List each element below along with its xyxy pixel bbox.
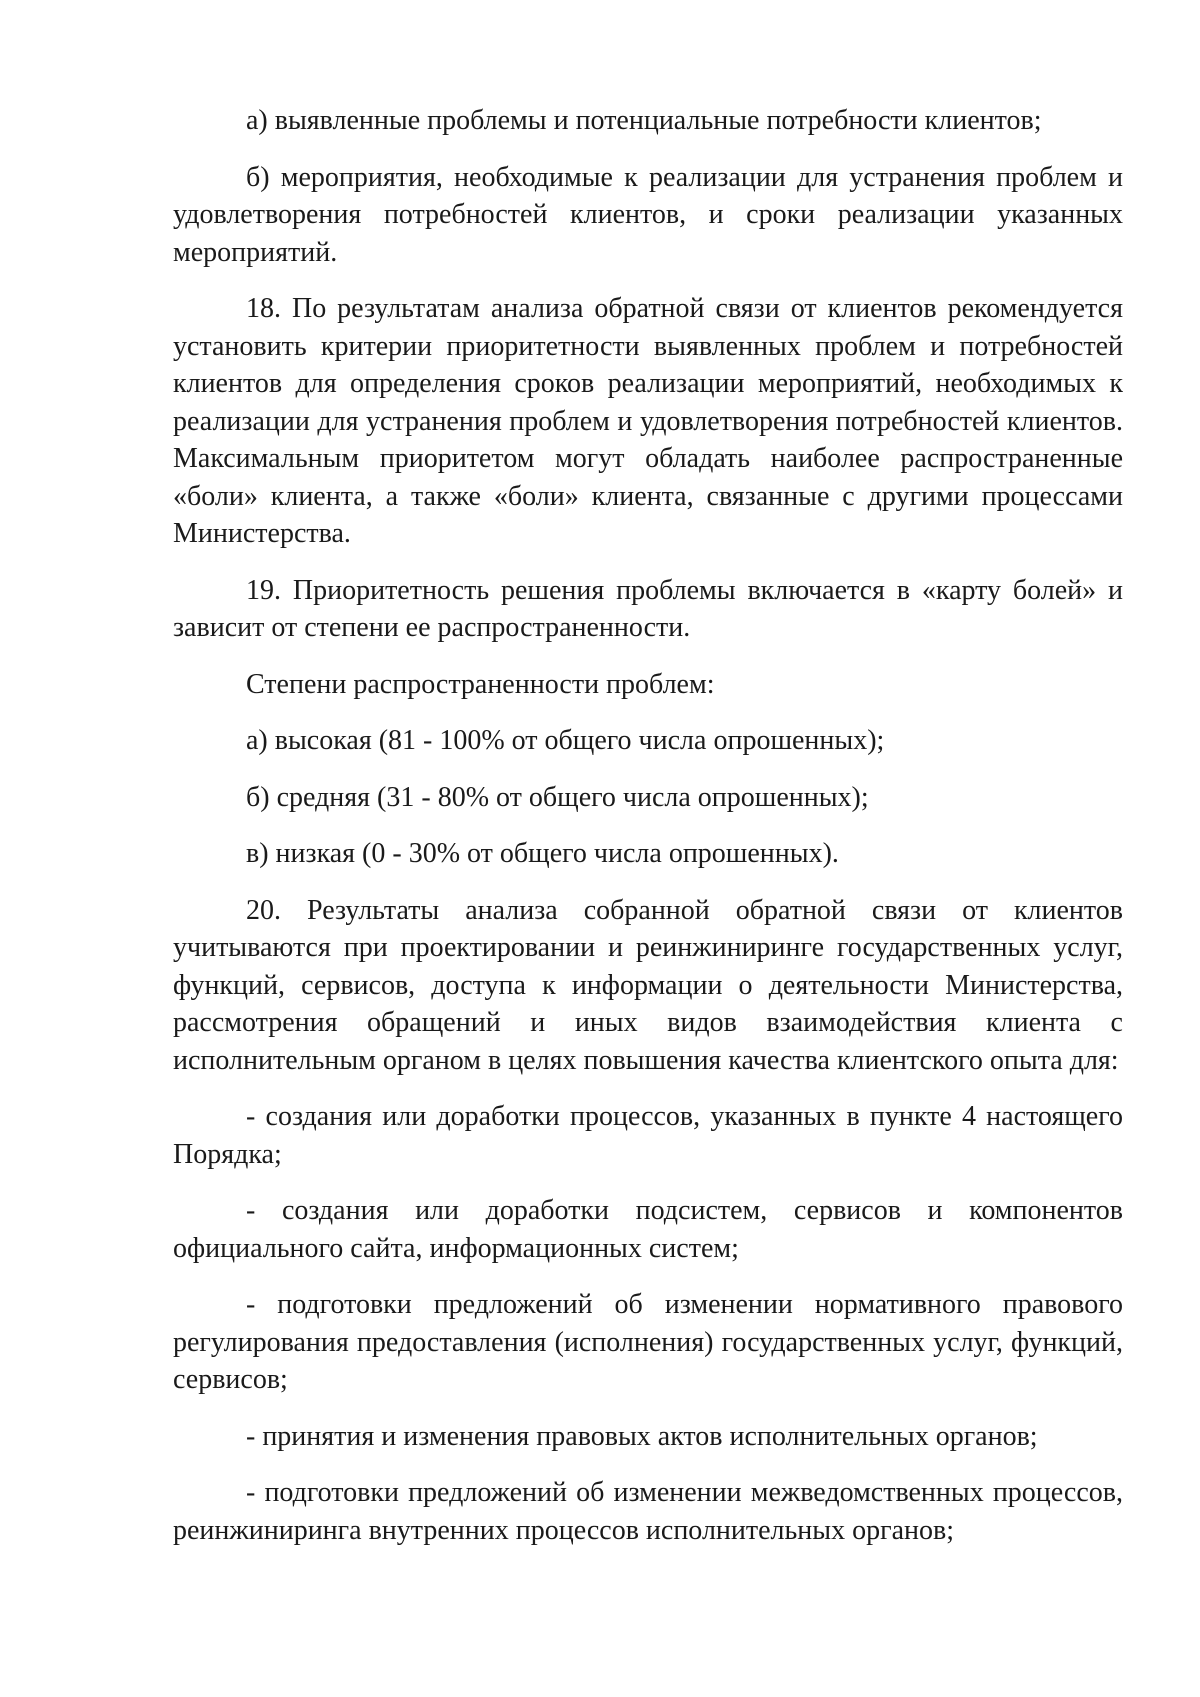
paragraph-item-a-problems: а) выявленные проблемы и потенциальные потребности клиентов; bbox=[246, 105, 1042, 136]
paragraph-19-pain-map: 19. Приоритетность решения проблемы включается в «карту болей» и зависит от степени ее распространенности. bbox=[173, 574, 1123, 643]
list-item-subsystems: - создания или доработки подсистем, сервисов и компонентов официального сайта, информационных систем; bbox=[173, 1195, 1123, 1264]
paragraph-prevalence-low: в) низкая (0 - 30% от общего числа опрошенных). bbox=[246, 838, 839, 869]
document-page bbox=[173, 102, 1123, 1568]
list-item-interagency: - подготовки предложений об изменении межведомственных процессов, реинжиниринга внутренних процессов исполнительных органов; bbox=[173, 1477, 1123, 1546]
paragraph-prevalence-heading: Степени распространенности проблем: bbox=[246, 668, 715, 700]
paragraph-20-results-usage: 20. Результаты анализа собранной обратной связи от клиентов учитываются при проектировании и реинжиниринге государственных услуг, функций, сервисов, доступа к информации о деятельности Министерства, рассмотрения обращений и иных видов взаимодействия клиента с исполнительным органом в целях повышения качества клиентского опыта для: bbox=[173, 894, 1123, 1076]
list-item-processes: - создания или доработки процессов, указанных в пункте 4 настоящего Порядка; bbox=[173, 1101, 1123, 1170]
paragraph-prevalence-high: а) высокая (81 - 100% от общего числа опрошенных); bbox=[246, 725, 885, 756]
list-item-regulation: - подготовки предложений об изменении нормативного правового регулирования предоставления (исполнения) государственных услуг, функций, сервисов; bbox=[173, 1289, 1123, 1395]
paragraph-18-priority-criteria: 18. По результатам анализа обратной связи от клиентов рекомендуется установить критерии приоритетности выявленных проблем и потребностей клиентов для определения сроков реализации мероприятий, необходимых к реализации для устранения проблем и удовлетворения потребностей клиентов. Максимальным приоритетом могут обладать наиболее распространенные «боли» клиента, а также «боли» клиента, связанные с другими процессами Министерства. bbox=[173, 293, 1123, 549]
paragraph-prevalence-medium: б) средняя (31 - 80% от общего числа опрошенных); bbox=[246, 781, 869, 813]
paragraph-item-b-measures: б) мероприятия, необходимые к реализации для устранения проблем и удовлетворения потребностей клиентов, и сроки реализации указанных мероприятий. bbox=[173, 161, 1123, 268]
list-item-legal-acts: - принятия и изменения правовых актов исполнительных органов; bbox=[246, 1420, 1038, 1452]
